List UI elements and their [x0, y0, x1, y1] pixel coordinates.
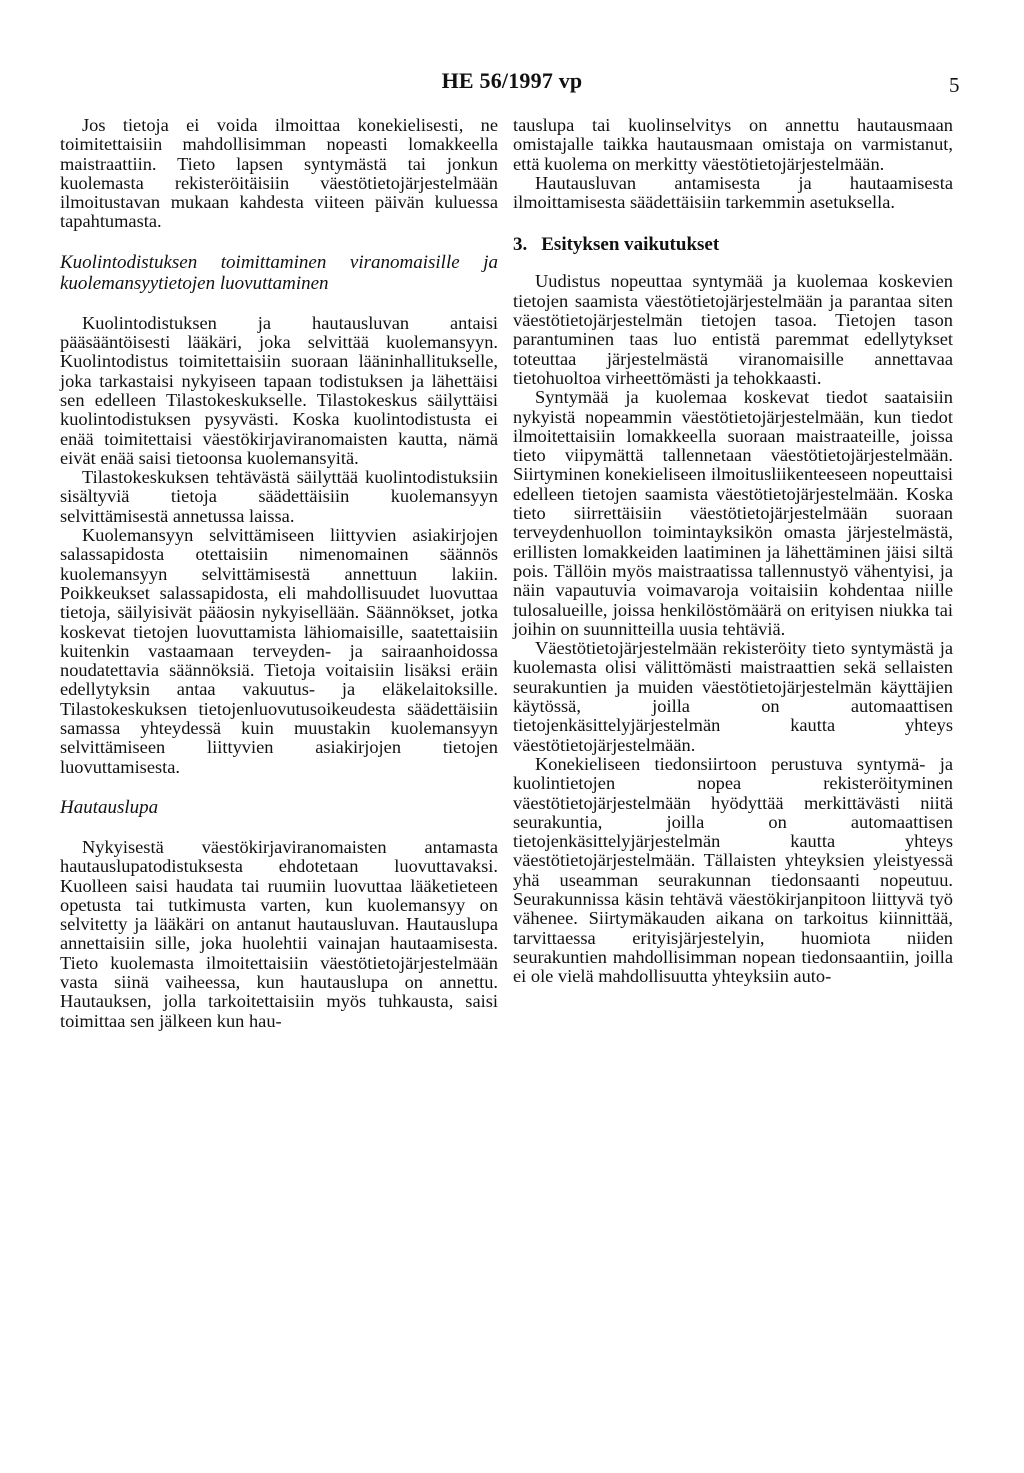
subheading-death-certificate: Kuolintodistuksen toimittaminen viranomaisille ja kuolemansyytietojen luovuttaminen — [60, 251, 498, 294]
section-number: 3. — [513, 234, 528, 256]
left-paragraph-1: Jos tietoja ei voida ilmoittaa konekielisesti, ne toimitettaisiin mahdollisimman nopeasti lomakkeella maistraattiin. Tieto lapsen syntymästä tai jonkun kuolemasta rekisteröitäisiin väestötietojärjestelmään ilmoitustavan mukaan kahdesta viiteen päivän kuluessa tapahtumasta. — [60, 115, 498, 232]
left-column — [60, 116, 498, 1031]
section-heading — [513, 234, 953, 256]
right-paragraph-5: Väestötietojärjestelmään rekisteröity tieto syntymästä ja kuolemasta olisi välittömästi maistraattien sekä sellaisten seurakuntien ja muiden väestötietojärjestelmän käyttäjien käytössä, joilla on automaattisen tietojenkäsittelyjärjestelmän kautta yhteys väestötietojärjestelmään. — [513, 638, 953, 755]
left-paragraph-2: Kuolintodistuksen ja hautausluvan antaisi pääsääntöisesti lääkäri, joka selvittää kuolemansyyn. Kuolintodistus toimitettaisiin suoraan lääninhallitukselle, joka tarkastaisi nykyiseen tapaan todistuksen ja lähettäisi sen edelleen Tilastokeskukselle. Tilastokeskus säilyttäisi kuolintodistuksen pysyvästi. Koska kuolintodistusta ei enää toimitettaisi väestökirjaviranomaisten kautta, nämä eivät enää saisi tietoonsa kuolemansyitä. — [60, 312, 498, 468]
left-paragraph-3: Tilastokeskuksen tehtävästä säilyttää kuolintodistuksiin sisältyviä tietoja säädettäisiin kuolemansyyn selvittämisestä annetussa laissa. — [60, 467, 498, 526]
left-paragraph-5: Nykyisestä väestökirjaviranomaisten antamasta hautauslupatodistuksesta ehdotetaan luovuttavaksi. Kuolleen saisi haudata tai ruumiin luovuttaa lääketieteen opetusta tai tutkimusta varten, kun kuolemansyy on selvitetty ja lääkäri on antanut hautausluvan. Hautauslupa annettaisiin sille, joka huolehtii vainajan hautaamisesta. Tieto kuolemasta ilmoitettaisiin väestötietojärjestelmään vasta siinä vaiheessa, kun hautauslupa on annettu. Hautauksen, jolla tarkoitettaisiin myös tuhkausta, saisi toimittaa sen jälkeen kun hau- — [60, 836, 498, 1031]
right-paragraph-6: Konekieliseen tiedonsiirtoon perustuva syntymä- ja kuolintietojen nopea rekisteröityminen väestötietojärjestelmään hyödyttää merkittävästi niitä seurakuntia, joilla on automaattisen tietojenkäsittelyjärjestelmän kautta yhteys väestötietojärjestelmään. Tällaisten yhteyksien yleistyessä yhä useamman seurakunnan tiedonsaanti nopeutuu. Seurakunnissa käsin tehtävä väestökirjanpitoon liittyvä työ vähenee. Siirtymäkauden aikana on tarkoitus kiinnittää, tarvittaessa erityisjärjestelyin, huomiota niiden seurakuntien mahdollisimman nopean tiedonsaantiin, joilla ei ole vielä mahdollisuutta yhteyksiin auto- — [513, 753, 953, 987]
page-header-title: HE 56/1997 vp — [441, 68, 583, 93]
right-column — [513, 116, 953, 986]
right-paragraph-3: Uudistus nopeuttaa syntymää ja kuolemaa koskevien tietojen saamista väestötietojärjestelmään ja parantaa siten väestötietojärjestelmän tietojen tasoa. Tietojen tason parantuminen taas luo entistä paremmat edellytykset toteuttaa järjestelmästä viranomaisille annettavaa tietohuoltoa virheettömästi ja tehokkaasti. — [513, 271, 953, 388]
right-paragraph-1: tauslupa tai kuolinselvitys on annettu hautausmaan omistajalle taikka hautausmaan omistaja on varmistanut, että kuolema on merkitty väestötietojärjestelmään. — [513, 115, 953, 174]
right-paragraph-2: Hautausluvan antamisesta ja hautaamisesta ilmoittamisesta säädettäisiin tarkemmin asetuksella. — [513, 172, 953, 213]
page-number: 5 — [949, 73, 960, 97]
left-paragraph-4: Kuolemansyyn selvittämiseen liittyvien asiakirjojen salassapidosta otettaisiin nimenomainen säännös kuolemansyyn selvittämisestä annettuun lakiin. Poikkeukset salassapidosta, eli mahdollisuudet luovuttaa tietoja, säilyisivät pääosin nykyisellään. Säännökset, jotka koskevat tietojen luovuttamista lähiomaisille, saatettaisiin kuitenkin vastaamaan terveyden- ja sairaanhoidossa noudatettavia säännöksiä. Tietoja voitaisiin lisäksi eräin edellytyksin antaa vakuutus- ja eläkelaitoksille. Tilastokeskuksen tietojenluovutusoikeudesta säädettäisiin samassa yhteydessä kuin muustakin kuolemansyyn selvittämiseen liittyvien asiakirjojen tietojen luovuttamisesta. — [60, 525, 498, 777]
subheading-burial-permit: Hautauslupa — [60, 796, 159, 818]
right-paragraph-4: Syntymää ja kuolemaa koskevat tiedot saataisiin nykyistä nopeammin väestötietojärjestelmään, kun tiedot ilmoitettaisiin lomakkeella suoraan maistraateille, joissa tieto viipymättä tallennetaan väestötietojärjestelmään. Siirtyminen konekieliseen ilmoitusliikenteeseen nopeuttaisi edelleen tietojen saamista väestötietojärjestelmään. Koska tieto siirrettäisiin väestötietojärjestelmään suoraan terveydenhuollon toimintayksikön omasta järjestelmästä, erillisten lomakkeiden laatiminen ja lähettäminen jäisi siltä pois. Tällöin myös maistraatissa tallennustyö vähentyisi, ja näin vapautuvia voimavaroja voitaisiin kohdentaa niille tulosalueille, joissa henkilöstömäärä on erityisen niukka tai joihin on suunnitteilla uusia tehtäviä. — [513, 387, 953, 639]
section-title: Esityksen vaikutukset — [541, 234, 720, 256]
